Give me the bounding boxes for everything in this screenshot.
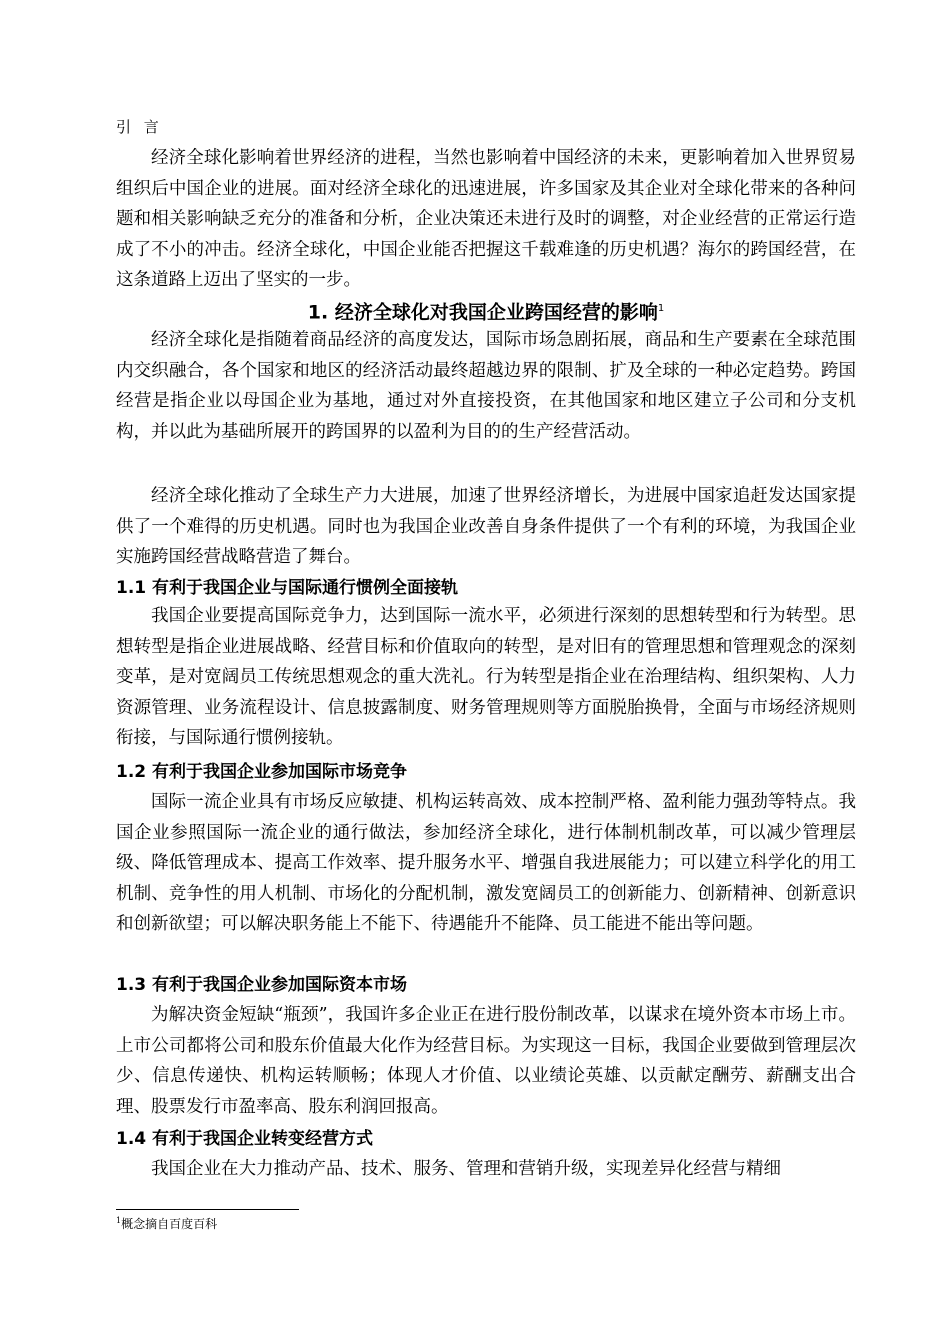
subsection-1-3-paragraph: 为解决资金短缺“瓶颈”，我国许多企业正在进行股份制改革，以谋求在境外资本市场上市。上市公司都将公司和股东价值最大化作为经营目标。为实现这一目标，我国企业要做到管理层次少、信息传递快、机构运转顺畅；体现人才价值、以业绩论英雄、以贡献定酬劳、薪酬支出合理、股票发行市盈率高、股东利润回报高。 <box>116 1005 856 1117</box>
intro-paragraph: 经济全球化影响着世界经济的进程，当然也影响着中国经济的未来，更影响着加入世界贸易组织后中国企业的进展。面对经济全球化的迅速进展，许多国家及其企业对全球化带来的各种问题和相关影响缺乏充分的准备和分析，企业决策还未进行及时的调整，对企业经营的正常运行造成了不小的冲击。经济全球化，中国企业能否把握这千载难逢的历史机遇？海尔的跨国经营，在这条道路上迈出了坚实的一步。 <box>116 148 856 290</box>
section-1-paragraph-1: 经济全球化是指随着商品经济的高度发达，国际市场急剧拓展，商品和生产要素在全球范围内交织融合，各个国家和地区的经济活动最终超越边界的限制、扩及全球的一种必定趋势。跨国经营是指企业以母国企业为基地，通过对外直接投资，在其他国家和地区建立子公司和分支机构，并以此为基础所展开的跨国界的以盈利为目的的生产经营活动。 <box>116 330 856 442</box>
section-1-paragraph-2: 经济全球化推动了全球生产力大进展，加速了世界经济增长，为进展中国家追赶发达国家提供了一个难得的历史机遇。同时也为我国企业改善自身条件提供了一个有利的环境，为我国企业实施跨国经营战略营造了舞台。 <box>116 486 856 567</box>
subsection-1-2-paragraph: 国际一流企业具有市场反应敏捷、机构运转高效、成本控制严格、盈利能力强劲等特点。我国企业参照国际一流企业的通行做法，参加经济全球化，进行体制机制改革，可以减少管理层级、降低管理成本、提高工作效率、提升服务水平、增强自我进展能力；可以建立科学化的用工机制、竞争性的用人机制、市场化的分配机制，激发宽阔员工的创新能力、创新精神、创新意识和创新欲望；可以解决职务能上不能下、待遇能升不能降、员工能进不能出等问题。 <box>116 792 856 934</box>
footnote-divider <box>116 1209 299 1210</box>
subsection-1-1-heading: 1.1 有利于我国企业与国际通行惯例全面接轨 <box>116 578 459 598</box>
intro-label: 引 言 <box>116 118 163 136</box>
section-1-title: 1. 经济全球化对我国企业跨国经营的影响 <box>307 301 658 324</box>
section-1-heading <box>116 294 856 327</box>
subsection-1-4-heading: 1.4 有利于我国企业转变经营方式 <box>116 1129 374 1149</box>
footnote-ref[interactable]: 1 <box>657 303 665 314</box>
subsection-1-3-heading: 1.3 有利于我国企业参加国际资本市场 <box>116 975 408 995</box>
subsection-1-4-paragraph: 我国企业在大力推动产品、技术、服务、管理和营销升级，实现差异化经营与精细 <box>151 1159 781 1179</box>
footnote-text: 概念摘自百度百科 <box>121 1217 218 1231</box>
footnote <box>116 1213 217 1232</box>
subsection-1-2-heading: 1.2 有利于我国企业参加国际市场竞争 <box>116 762 408 782</box>
footnote-number: 1 <box>116 1216 122 1225</box>
subsection-1-1-paragraph: 我国企业要提高国际竞争力，达到国际一流水平，必须进行深刻的思想转型和行为转型。思想转型是指企业进展战略、经营目标和价值取向的转型，是对旧有的管理思想和管理观念的深刻变革，是对宽阔员工传统思想观念的重大洗礼。行为转型是指企业在治理结构、组织架构、人力资源管理、业务流程设计、信息披露制度、财务管理规则等方面脱胎换骨，全面与市场经济规则衔接，与国际通行惯例接轨。 <box>116 606 856 748</box>
